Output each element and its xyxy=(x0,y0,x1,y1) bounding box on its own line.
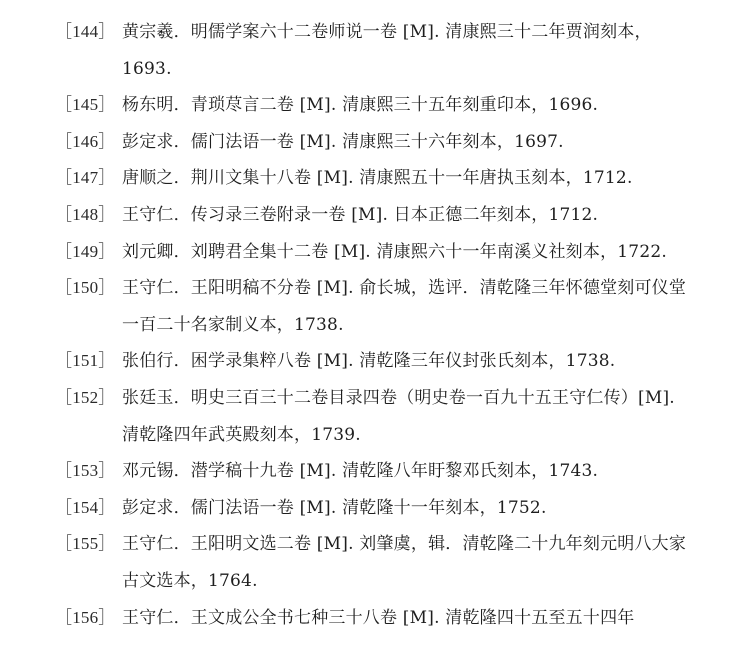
reference-entry xyxy=(0,526,692,599)
reference-text: 张廷玉．明史三百三十二卷目录四卷（明史卷一百九十五王守仁传）[M]. 清乾隆四年武英殿刻本，1739. xyxy=(122,387,675,445)
reference-number: ［149］ xyxy=(55,241,116,261)
reference-number: ［154］ xyxy=(55,497,116,517)
reference-text: 刘元卿．刘聘君全集十二卷 [M]. 清康熙六十一年南溪义社刻本，1722. xyxy=(122,241,667,262)
reference-text: 彭定求．儒门法语一卷 [M]. 清乾隆十一年刻本，1752. xyxy=(122,497,547,518)
reference-entry xyxy=(0,14,692,87)
reference-entry xyxy=(0,453,692,490)
reference-number: ［144］ xyxy=(55,22,116,41)
reference-number: ［146］ xyxy=(55,131,116,151)
reference-text: 邓元锡．潜学稿十九卷 [M]. 清乾隆八年盱黎邓氏刻本，1743. xyxy=(122,461,599,482)
reference-text: 黄宗羲．明儒学案六十二卷师说一卷 [M]. 清康熙三十二年贾润刻本，1693. xyxy=(122,22,652,79)
reference-list xyxy=(0,14,752,636)
reference-text: 王守仁．王文成公全书七种三十八卷 [M]. 清乾隆四十五至五十四年 xyxy=(122,607,635,628)
reference-entry xyxy=(0,270,692,343)
reference-number: ［152］ xyxy=(55,387,116,407)
reference-number: ［153］ xyxy=(55,461,116,481)
reference-number: ［150］ xyxy=(55,278,116,298)
reference-entry xyxy=(0,600,692,637)
reference-text: 王守仁．王阳明文选二卷 [M]. 刘肇虞，辑．清乾隆二十九年刻元明八大家古文选本，1764. xyxy=(122,534,687,591)
reference-number: ［151］ xyxy=(55,351,116,371)
reference-text: 王守仁．传习录三卷附录一卷 [M]. 日本正德二年刻本，1712. xyxy=(122,204,599,225)
reference-entry xyxy=(0,343,692,380)
reference-entry xyxy=(0,87,692,124)
reference-entry xyxy=(0,380,692,453)
reference-entry xyxy=(0,197,692,234)
reference-entry xyxy=(0,124,692,161)
reference-number: ［148］ xyxy=(55,204,116,224)
reference-text: 唐顺之．荆川文集十八卷 [M]. 清康熙五十一年唐执玉刻本，1712. xyxy=(122,168,633,189)
reference-number: ［155］ xyxy=(55,534,116,554)
reference-entry xyxy=(0,234,692,271)
reference-text: 张伯行．困学录集粹八卷 [M]. 清乾隆三年仪封张氏刻本，1738. xyxy=(122,351,616,372)
reference-number: ［145］ xyxy=(55,95,116,115)
reference-text: 彭定求．儒门法语一卷 [M]. 清康熙三十六年刻本，1697. xyxy=(122,131,564,152)
reference-text: 王守仁．王阳明稿不分卷 [M]. 俞长城，选评．清乾隆三年怀德堂刻可仪堂一百二十名家制义本，1738. xyxy=(122,278,687,335)
reference-entry xyxy=(0,160,692,197)
reference-number: ［147］ xyxy=(55,168,116,188)
reference-number: ［156］ xyxy=(55,607,116,627)
reference-entry xyxy=(0,490,692,527)
reference-text: 杨东明．青琐荩言二卷 [M]. 清康熙三十五年刻重印本，1696. xyxy=(122,95,599,116)
